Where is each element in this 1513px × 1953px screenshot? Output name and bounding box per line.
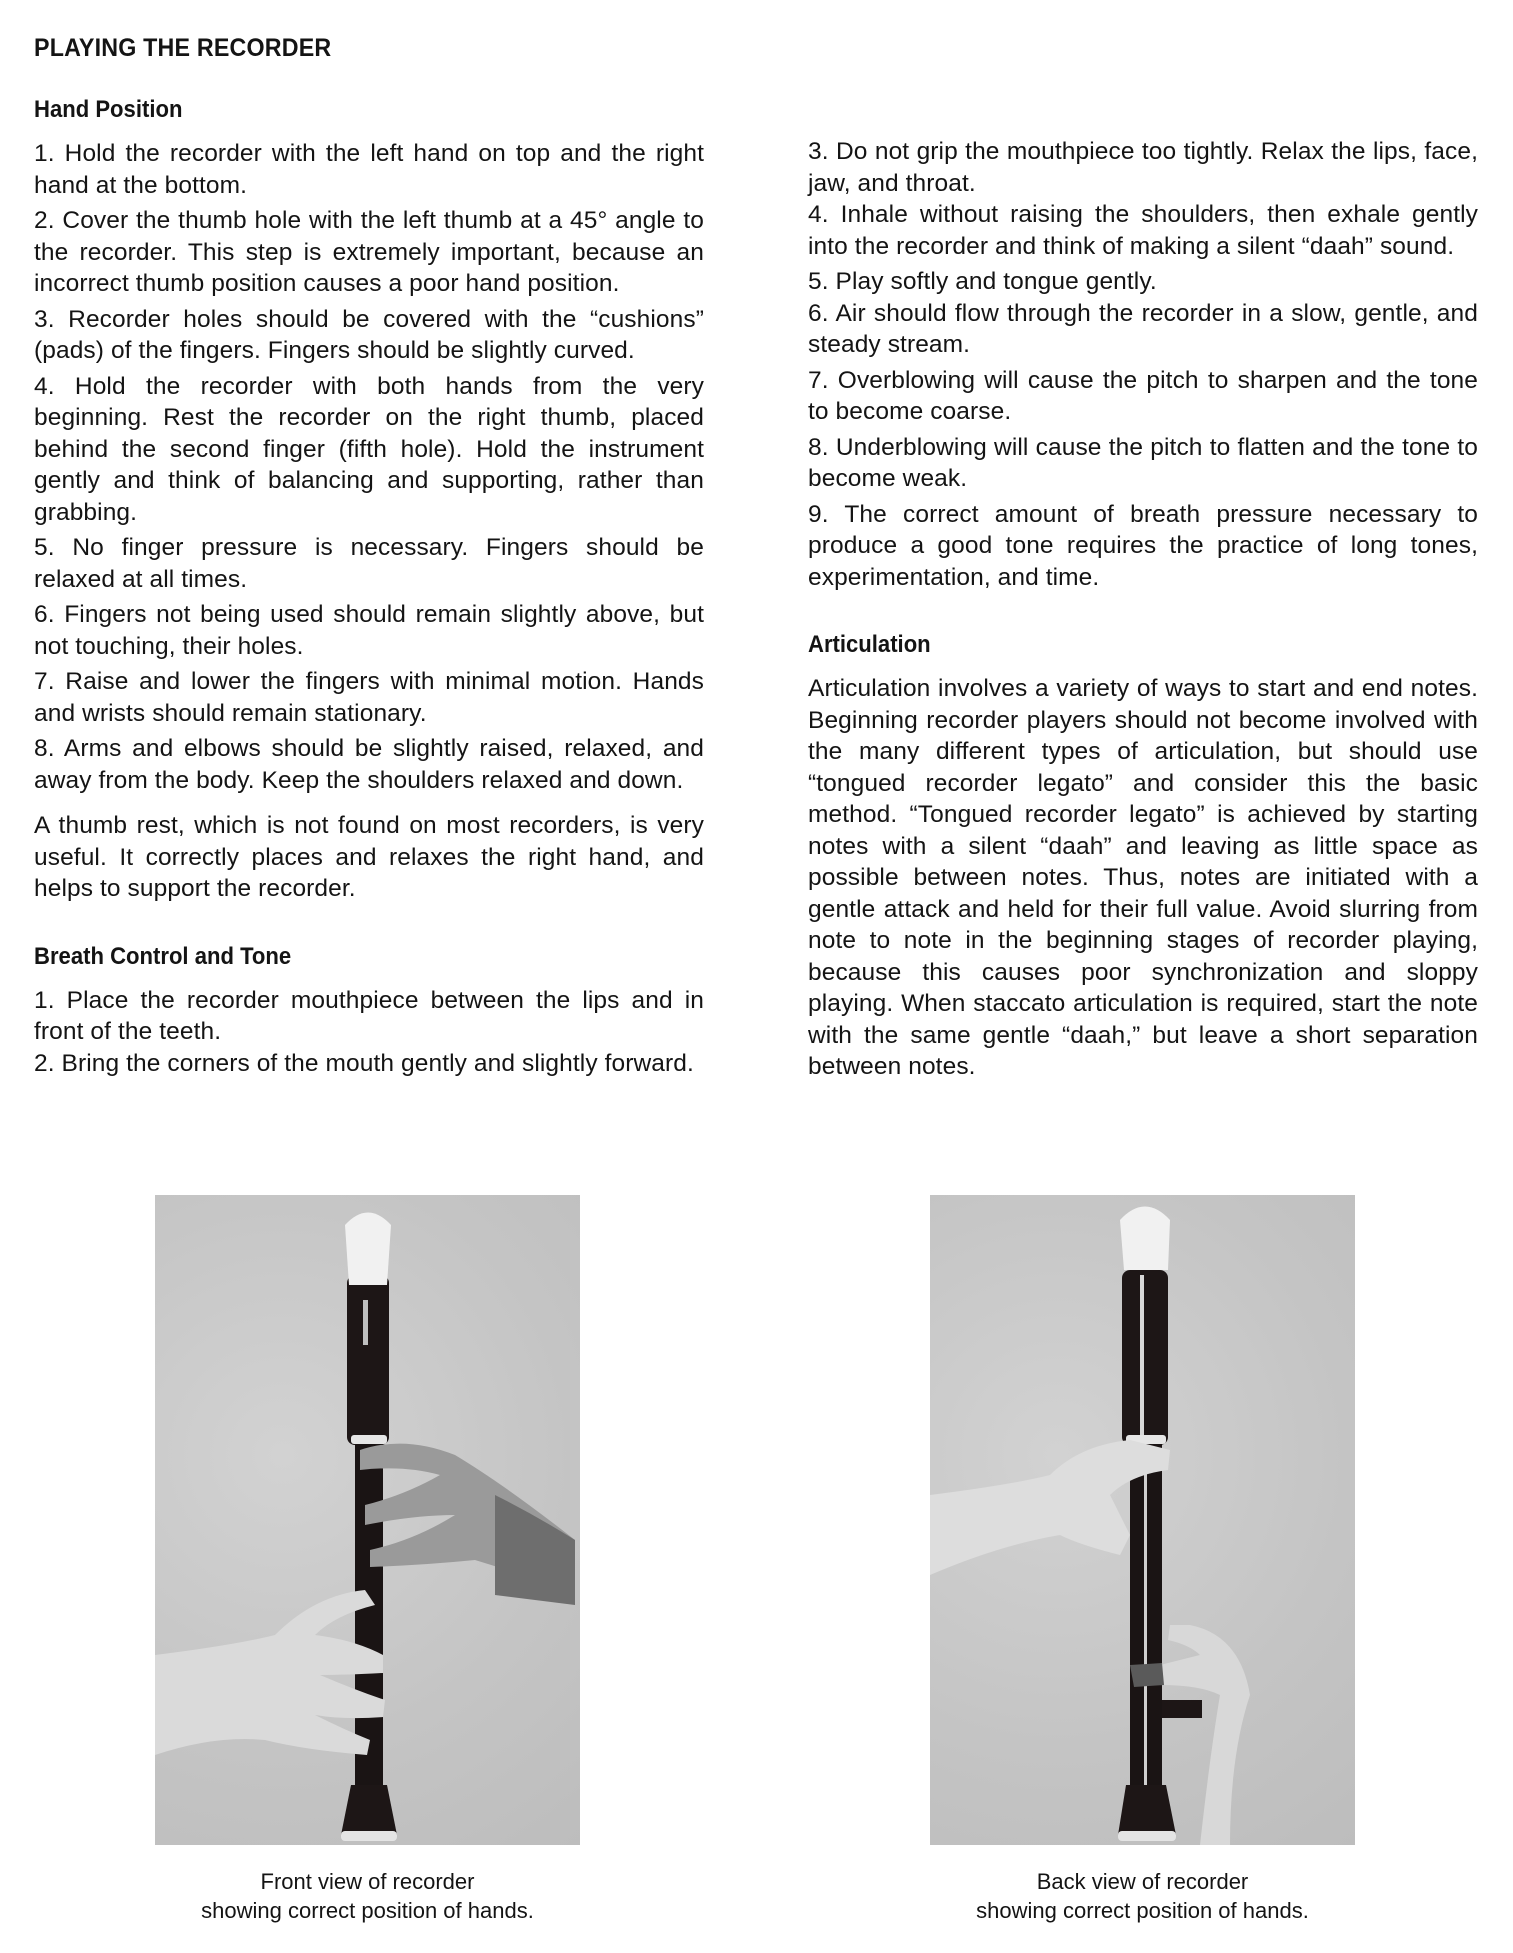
hand-position-item: 5. No finger pressure is necessary. Fingers should be relaxed at all times. [34,534,704,593]
caption-line: Front view of recorder [260,1869,475,1894]
caption-line: showing correct position of hands. [201,1898,534,1923]
section-heading-breath-control: Breath Control and Tone [34,942,292,970]
hand-position-item: 8. Arms and elbows should be slightly raised, relaxed, and away from the body. Keep the shoulders relaxed and down. [34,735,704,794]
breath-control-item: 6. Air should flow through the recorder in a slow, gentle, and steady stream. [808,299,1478,358]
breath-control-item: 8. Underblowing will cause the pitch to flatten and the tone to become weak. [808,433,1478,492]
breath-control-item: 2. Bring the corners of the mouth gently and slightly forward. [34,1049,694,1077]
front-view-photo [155,1195,580,1845]
breath-control-item: 9. The correct amount of breath pressure necessary to produce a good tone requires the practice of long tones, experimentation, and time. [808,500,1478,591]
recorder-back-illustration [930,1195,1355,1845]
hand-position-item: 4. Hold the recorder with both hands from the very beginning. Rest the recorder on the right thumb, placed behind the second finger (fifth hole). Hold the instrument gently and think of balancing and supporting, rather than grabbing. [34,372,704,526]
hand-position-item: 2. Cover the thumb hole with the left thumb at a 45° angle to the recorder. This step is extremely important, because an incorrect thumb position causes a poor hand position. [34,207,704,297]
left-column [34,96,704,1079]
articulation-body: Articulation involves a variety of ways to start and end notes. Beginning recorder players should not become involved with the many different types of articulation, but should use “tongued recorder legato” and consider this the basic method. “Tongued recorder legato” is achieved by starting notes with a silent “daah” and leaving as little space as possible between notes. Thus, notes are initiated with a gentle attack and held for their full value. Avoid slurring from note to note in the beginning stages of recorder playing, because this causes poor synchronization and sloppy playing. When staccato articulation is required, start the note with the same gentle “daah,” but leave a short separation between notes. [808,675,1478,1080]
breath-control-item: 4. Inhale without raising the shoulders, then exhale gently into the recorder and think of making a silent “daah” sound. [808,201,1478,260]
section-heading-hand-position: Hand Position [34,96,183,123]
figure-caption-front [95,1867,640,1925]
back-view-photo [930,1195,1355,1845]
caption-line: Back view of recorder [1036,1869,1249,1894]
hand-position-item: 3. Recorder holes should be covered with the “cushions” (pads) of the fingers. Fingers should be slightly curved. [34,305,704,364]
hand-position-item: 7. Raise and lower the fingers with minimal motion. Hands and wrists should remain stationary. [34,668,704,727]
caption-line: showing correct position of hands. [976,1898,1309,1923]
hand-position-item: 6. Fingers not being used should remain slightly above, but not touching, their holes. [34,601,704,660]
breath-control-item: 5. Play softly and tongue gently. [808,268,1157,295]
recorder-front-illustration [155,1195,580,1845]
figure-caption-back [870,1867,1415,1925]
thumb-rest-note: A thumb rest, which is not found on most recorders, is very useful. It correctly places and relaxes the right hand, and helps to support the recorder. [34,812,704,902]
breath-control-item: 7. Overblowing will cause the pitch to sharpen and the tone to become coarse. [808,366,1478,425]
right-column [808,136,1478,1087]
breath-control-item: 3. Do not grip the mouthpiece too tightly. Relax the lips, face, jaw, and throat. [808,138,1478,197]
breath-control-item: 1. Place the recorder mouthpiece between the lips and in front of the teeth. [34,986,704,1045]
figure-front-view [155,1195,580,1923]
section-heading-articulation: Articulation [808,631,931,658]
hand-position-item: 1. Hold the recorder with the left hand on top and the right hand at the bottom. [34,140,704,199]
page-title: PLAYING THE RECORDER [34,34,332,62]
figure-back-view [930,1195,1355,1923]
